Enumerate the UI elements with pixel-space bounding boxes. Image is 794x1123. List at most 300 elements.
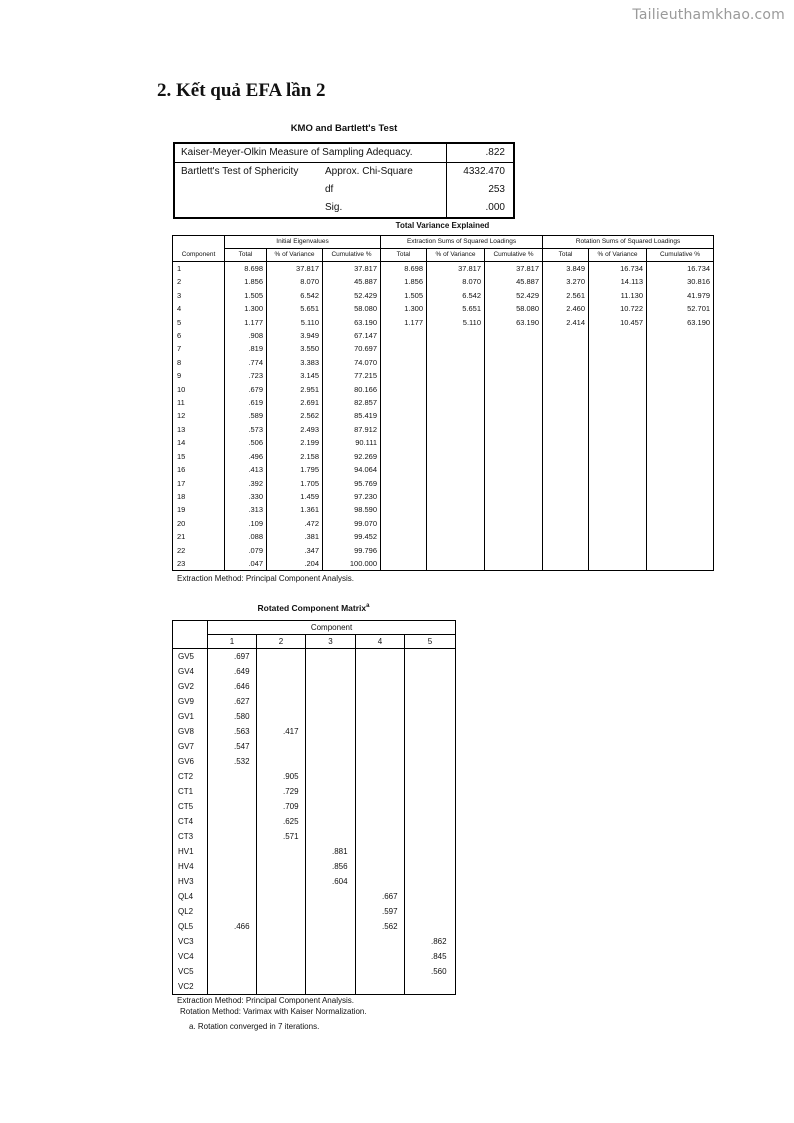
table-cell: .204 bbox=[267, 557, 323, 571]
variance-sub-header: % of Variance bbox=[589, 249, 647, 262]
rotated-column-header: 4 bbox=[356, 635, 405, 649]
variable-label: QL4 bbox=[173, 889, 208, 904]
table-row bbox=[173, 934, 456, 949]
loading-cell bbox=[405, 784, 456, 799]
loading-cell bbox=[356, 859, 405, 874]
component-number: 14 bbox=[173, 436, 225, 449]
loading-cell bbox=[356, 784, 405, 799]
kmo-title: KMO and Bartlett's Test bbox=[290, 123, 398, 134]
table-cell bbox=[381, 463, 427, 476]
table-cell: .330 bbox=[225, 490, 267, 503]
loading-cell: .571 bbox=[257, 829, 306, 844]
table-cell: 1.177 bbox=[225, 316, 267, 329]
table-row bbox=[173, 316, 714, 329]
table-cell bbox=[647, 383, 714, 396]
table-cell bbox=[381, 530, 427, 543]
table-row bbox=[173, 517, 714, 530]
table-cell: 97.230 bbox=[323, 490, 381, 503]
loading-cell bbox=[257, 979, 306, 995]
table-cell: .589 bbox=[225, 409, 267, 422]
loading-cell bbox=[257, 934, 306, 949]
table-cell bbox=[647, 369, 714, 382]
table-cell: 80.166 bbox=[323, 383, 381, 396]
section-heading: 2. Kết quả EFA lần 2 bbox=[157, 80, 326, 101]
table-cell: 6.542 bbox=[427, 289, 485, 302]
loading-cell bbox=[405, 919, 456, 934]
loading-cell bbox=[208, 979, 257, 995]
table-cell: 41.979 bbox=[647, 289, 714, 302]
variable-label: QL5 bbox=[173, 919, 208, 934]
table-row bbox=[173, 964, 456, 979]
table-cell bbox=[543, 342, 589, 355]
kmo-table bbox=[173, 142, 515, 219]
loading-cell bbox=[405, 979, 456, 995]
component-number: 18 bbox=[173, 490, 225, 503]
table-row bbox=[173, 979, 456, 995]
loading-cell: .625 bbox=[257, 814, 306, 829]
table-cell bbox=[543, 530, 589, 543]
loading-cell bbox=[356, 874, 405, 889]
loading-cell bbox=[306, 889, 356, 904]
loading-cell bbox=[306, 724, 356, 739]
table-cell bbox=[381, 356, 427, 369]
table-cell: 99.070 bbox=[323, 517, 381, 530]
rotated-footnote-2: Rotation Method: Varimax with Kaiser Normalization. bbox=[180, 1007, 367, 1016]
variance-sub-header: Cumulative % bbox=[485, 249, 543, 262]
table-row bbox=[173, 949, 456, 964]
loading-cell bbox=[405, 694, 456, 709]
table-cell: 2.158 bbox=[267, 450, 323, 463]
variance-sub-header-row bbox=[173, 249, 714, 262]
loading-cell bbox=[306, 799, 356, 814]
table-cell: 58.080 bbox=[323, 302, 381, 315]
component-number: 2 bbox=[173, 275, 225, 288]
table-cell: 2.691 bbox=[267, 396, 323, 409]
table-cell bbox=[589, 463, 647, 476]
chi-value: 4332.470 bbox=[447, 163, 515, 182]
table-cell bbox=[485, 530, 543, 543]
table-cell: 3.383 bbox=[267, 356, 323, 369]
loading-cell: .709 bbox=[257, 799, 306, 814]
component-number: 6 bbox=[173, 329, 225, 342]
table-cell: 74.070 bbox=[323, 356, 381, 369]
table-cell bbox=[485, 544, 543, 557]
variable-label: VC3 bbox=[173, 934, 208, 949]
table-cell bbox=[543, 356, 589, 369]
rotated-component-header-row bbox=[173, 621, 456, 635]
df-label: df bbox=[325, 184, 334, 195]
loading-cell: .697 bbox=[208, 649, 257, 665]
table-cell: 3.949 bbox=[267, 329, 323, 342]
variance-title: Total Variance Explained bbox=[395, 221, 490, 230]
table-cell: 52.701 bbox=[647, 302, 714, 315]
table-cell: 2.460 bbox=[543, 302, 589, 315]
table-cell: 2.493 bbox=[267, 423, 323, 436]
table-cell bbox=[647, 544, 714, 557]
table-cell bbox=[543, 477, 589, 490]
table-cell bbox=[427, 396, 485, 409]
loading-cell: .547 bbox=[208, 739, 257, 754]
table-cell: .506 bbox=[225, 436, 267, 449]
table-cell bbox=[647, 477, 714, 490]
table-cell: 92.269 bbox=[323, 450, 381, 463]
table-row bbox=[173, 329, 714, 342]
loading-cell bbox=[405, 829, 456, 844]
table-row bbox=[173, 463, 714, 476]
table-cell bbox=[647, 450, 714, 463]
table-row bbox=[173, 409, 714, 422]
table-cell: 100.000 bbox=[323, 557, 381, 571]
table-cell: 5.110 bbox=[427, 316, 485, 329]
table-cell bbox=[589, 409, 647, 422]
table-cell bbox=[589, 450, 647, 463]
component-number: 1 bbox=[173, 262, 225, 276]
table-cell bbox=[485, 503, 543, 516]
table-cell: 3.270 bbox=[543, 275, 589, 288]
table-cell: 70.697 bbox=[323, 342, 381, 355]
loading-cell bbox=[356, 799, 405, 814]
table-cell bbox=[427, 477, 485, 490]
loading-cell: .667 bbox=[356, 889, 405, 904]
loading-cell: .649 bbox=[208, 664, 257, 679]
loading-cell bbox=[405, 739, 456, 754]
component-number: 22 bbox=[173, 544, 225, 557]
table-cell bbox=[427, 383, 485, 396]
table-cell: 90.111 bbox=[323, 436, 381, 449]
table-cell: 1.795 bbox=[267, 463, 323, 476]
table-cell bbox=[647, 463, 714, 476]
table-row bbox=[173, 356, 714, 369]
loading-cell bbox=[405, 724, 456, 739]
table-cell bbox=[589, 503, 647, 516]
component-number: 4 bbox=[173, 302, 225, 315]
table-cell bbox=[543, 423, 589, 436]
variable-label: GV4 bbox=[173, 664, 208, 679]
component-number: 10 bbox=[173, 383, 225, 396]
variance-sub-header: Cumulative % bbox=[323, 249, 381, 262]
component-number: 13 bbox=[173, 423, 225, 436]
table-cell: 8.698 bbox=[225, 262, 267, 276]
group-header-rotation: Rotation Sums of Squared Loadings bbox=[543, 236, 714, 249]
table-cell: .723 bbox=[225, 369, 267, 382]
table-row bbox=[173, 302, 714, 315]
variable-label: GV9 bbox=[173, 694, 208, 709]
table-row bbox=[173, 383, 714, 396]
table-cell: 1.459 bbox=[267, 490, 323, 503]
loading-cell bbox=[405, 769, 456, 784]
table-cell: 67.147 bbox=[323, 329, 381, 342]
group-header-initial: Initial Eigenvalues bbox=[225, 236, 381, 249]
loading-cell bbox=[405, 904, 456, 919]
loading-cell bbox=[208, 859, 257, 874]
table-row bbox=[173, 724, 456, 739]
rotated-column-header: 3 bbox=[306, 635, 356, 649]
table-cell bbox=[589, 557, 647, 571]
loading-cell: .466 bbox=[208, 919, 257, 934]
table-row bbox=[173, 649, 456, 665]
table-cell: 3.145 bbox=[267, 369, 323, 382]
loading-cell: .417 bbox=[257, 724, 306, 739]
loading-cell: .580 bbox=[208, 709, 257, 724]
table-cell bbox=[543, 503, 589, 516]
variable-label: VC5 bbox=[173, 964, 208, 979]
loading-cell bbox=[208, 769, 257, 784]
rotated-corner-cell bbox=[173, 621, 208, 649]
component-number: 20 bbox=[173, 517, 225, 530]
rotated-column-header-row bbox=[173, 635, 456, 649]
loading-cell bbox=[306, 934, 356, 949]
rotated-title-sup: a bbox=[366, 603, 370, 610]
loading-cell bbox=[306, 919, 356, 934]
table-cell: 63.190 bbox=[323, 316, 381, 329]
table-cell: 94.064 bbox=[323, 463, 381, 476]
variance-sub-header: Total bbox=[543, 249, 589, 262]
loading-cell bbox=[306, 829, 356, 844]
component-number: 5 bbox=[173, 316, 225, 329]
table-cell bbox=[485, 423, 543, 436]
variance-sub-header: % of Variance bbox=[267, 249, 323, 262]
loading-cell bbox=[306, 814, 356, 829]
table-cell bbox=[485, 329, 543, 342]
loading-cell bbox=[356, 709, 405, 724]
component-number: 19 bbox=[173, 503, 225, 516]
table-cell bbox=[381, 477, 427, 490]
table-cell bbox=[381, 490, 427, 503]
table-row bbox=[173, 844, 456, 859]
table-cell bbox=[427, 517, 485, 530]
table-cell bbox=[381, 409, 427, 422]
table-cell bbox=[381, 503, 427, 516]
variable-label: GV8 bbox=[173, 724, 208, 739]
table-row bbox=[173, 679, 456, 694]
table-cell: .392 bbox=[225, 477, 267, 490]
loading-cell bbox=[356, 754, 405, 769]
sig-value: .000 bbox=[447, 199, 515, 218]
table-row bbox=[173, 289, 714, 302]
table-cell bbox=[381, 557, 427, 571]
loading-cell: .532 bbox=[208, 754, 257, 769]
table-cell bbox=[381, 396, 427, 409]
component-number: 21 bbox=[173, 530, 225, 543]
loading-cell bbox=[306, 649, 356, 665]
loading-cell bbox=[257, 919, 306, 934]
loading-cell: .563 bbox=[208, 724, 257, 739]
table-cell: 2.414 bbox=[543, 316, 589, 329]
rotated-column-header: 5 bbox=[405, 635, 456, 649]
kmo-label: Kaiser-Meyer-Olkin Measure of Sampling Adequacy. bbox=[174, 143, 447, 163]
loading-cell bbox=[356, 814, 405, 829]
table-cell bbox=[543, 396, 589, 409]
table-cell: 3.550 bbox=[267, 342, 323, 355]
table-cell: 5.651 bbox=[427, 302, 485, 315]
variable-label: CT1 bbox=[173, 784, 208, 799]
table-cell bbox=[427, 450, 485, 463]
table-row bbox=[173, 530, 714, 543]
table-cell: 77.215 bbox=[323, 369, 381, 382]
variable-label: CT2 bbox=[173, 769, 208, 784]
table-row bbox=[173, 889, 456, 904]
table-cell: 14.113 bbox=[589, 275, 647, 288]
variable-label: GV7 bbox=[173, 739, 208, 754]
loading-cell: .627 bbox=[208, 694, 257, 709]
variance-table bbox=[172, 235, 714, 571]
table-cell bbox=[543, 383, 589, 396]
variable-label: HV1 bbox=[173, 844, 208, 859]
table-cell bbox=[589, 423, 647, 436]
table-cell bbox=[589, 517, 647, 530]
loading-cell bbox=[257, 844, 306, 859]
table-cell: 8.070 bbox=[427, 275, 485, 288]
loading-cell: .881 bbox=[306, 844, 356, 859]
loading-cell bbox=[257, 694, 306, 709]
table-row bbox=[173, 874, 456, 889]
table-row bbox=[173, 784, 456, 799]
table-cell: 99.796 bbox=[323, 544, 381, 557]
loading-cell bbox=[405, 799, 456, 814]
loading-cell bbox=[208, 964, 257, 979]
loading-cell bbox=[306, 949, 356, 964]
loading-cell bbox=[356, 934, 405, 949]
table-cell bbox=[427, 423, 485, 436]
loading-cell bbox=[306, 709, 356, 724]
loading-cell bbox=[208, 829, 257, 844]
table-row bbox=[173, 739, 456, 754]
table-cell bbox=[381, 450, 427, 463]
loading-cell bbox=[356, 844, 405, 859]
loading-cell bbox=[257, 709, 306, 724]
table-cell: 1.505 bbox=[225, 289, 267, 302]
table-cell: 1.856 bbox=[225, 275, 267, 288]
table-cell: .347 bbox=[267, 544, 323, 557]
variable-label: GV5 bbox=[173, 649, 208, 665]
table-cell bbox=[543, 409, 589, 422]
loading-cell: .560 bbox=[405, 964, 456, 979]
table-row bbox=[173, 490, 714, 503]
table-cell bbox=[381, 342, 427, 355]
table-cell: 37.817 bbox=[267, 262, 323, 276]
table-cell bbox=[485, 409, 543, 422]
table-cell: .774 bbox=[225, 356, 267, 369]
variable-label: CT4 bbox=[173, 814, 208, 829]
table-cell: 85.419 bbox=[323, 409, 381, 422]
kmo-value: .822 bbox=[447, 143, 515, 163]
table-cell bbox=[647, 409, 714, 422]
table-cell bbox=[647, 436, 714, 449]
table-cell: 52.429 bbox=[485, 289, 543, 302]
loading-cell bbox=[306, 694, 356, 709]
table-cell: 1.361 bbox=[267, 503, 323, 516]
table-cell: 45.887 bbox=[485, 275, 543, 288]
table-cell: 5.651 bbox=[267, 302, 323, 315]
loading-cell bbox=[208, 814, 257, 829]
loading-cell bbox=[405, 814, 456, 829]
table-cell bbox=[485, 356, 543, 369]
table-cell: 82.857 bbox=[323, 396, 381, 409]
table-cell bbox=[589, 477, 647, 490]
table-cell bbox=[381, 383, 427, 396]
loading-cell bbox=[405, 859, 456, 874]
table-cell bbox=[647, 557, 714, 571]
table-cell bbox=[543, 463, 589, 476]
table-row bbox=[173, 423, 714, 436]
variance-sub-header: % of Variance bbox=[427, 249, 485, 262]
loading-cell bbox=[405, 649, 456, 665]
loading-cell bbox=[306, 784, 356, 799]
table-cell: 37.817 bbox=[323, 262, 381, 276]
table-row bbox=[173, 557, 714, 571]
table-cell: 2.951 bbox=[267, 383, 323, 396]
table-cell bbox=[427, 369, 485, 382]
table-cell bbox=[427, 356, 485, 369]
component-number: 15 bbox=[173, 450, 225, 463]
loading-cell bbox=[208, 874, 257, 889]
variable-label: VC2 bbox=[173, 979, 208, 995]
table-cell bbox=[381, 369, 427, 382]
table-row bbox=[173, 396, 714, 409]
table-cell bbox=[485, 477, 543, 490]
variance-sub-header: Total bbox=[225, 249, 267, 262]
loading-cell bbox=[356, 679, 405, 694]
table-cell: 1.705 bbox=[267, 477, 323, 490]
loading-cell bbox=[208, 934, 257, 949]
loading-cell bbox=[257, 739, 306, 754]
loading-cell bbox=[306, 979, 356, 995]
loading-cell bbox=[306, 754, 356, 769]
table-cell bbox=[381, 544, 427, 557]
loading-cell bbox=[356, 964, 405, 979]
rotated-body bbox=[173, 649, 456, 995]
table-cell bbox=[427, 490, 485, 503]
loading-cell bbox=[356, 724, 405, 739]
loading-cell bbox=[405, 874, 456, 889]
table-cell bbox=[485, 436, 543, 449]
loading-cell bbox=[356, 649, 405, 665]
chi-row bbox=[174, 163, 514, 182]
table-cell: 16.734 bbox=[589, 262, 647, 276]
loading-cell: .729 bbox=[257, 784, 306, 799]
table-row bbox=[173, 694, 456, 709]
table-cell bbox=[543, 369, 589, 382]
group-header-extraction: Extraction Sums of Squared Loadings bbox=[381, 236, 543, 249]
variance-sub-header: Cumulative % bbox=[647, 249, 714, 262]
table-row bbox=[173, 709, 456, 724]
variance-sub-header: Total bbox=[381, 249, 427, 262]
df-value: 253 bbox=[447, 181, 515, 199]
table-cell bbox=[485, 557, 543, 571]
loading-cell bbox=[208, 784, 257, 799]
bartlett-label: Bartlett's Test of Sphericity bbox=[181, 166, 299, 177]
loading-cell bbox=[356, 769, 405, 784]
table-cell bbox=[647, 530, 714, 543]
table-row bbox=[173, 829, 456, 844]
table-cell bbox=[647, 503, 714, 516]
loading-cell bbox=[306, 769, 356, 784]
table-cell bbox=[427, 436, 485, 449]
table-cell: 1.856 bbox=[381, 275, 427, 288]
table-cell bbox=[485, 517, 543, 530]
table-cell: 2.199 bbox=[267, 436, 323, 449]
rotated-matrix-table bbox=[172, 620, 456, 995]
table-cell: .908 bbox=[225, 329, 267, 342]
table-cell bbox=[589, 369, 647, 382]
table-cell: .819 bbox=[225, 342, 267, 355]
variable-label: GV2 bbox=[173, 679, 208, 694]
table-row bbox=[173, 436, 714, 449]
table-cell: 1.300 bbox=[225, 302, 267, 315]
rotated-title-text: Rotated Component Matrix bbox=[257, 603, 367, 613]
loading-cell bbox=[405, 889, 456, 904]
table-cell bbox=[589, 396, 647, 409]
